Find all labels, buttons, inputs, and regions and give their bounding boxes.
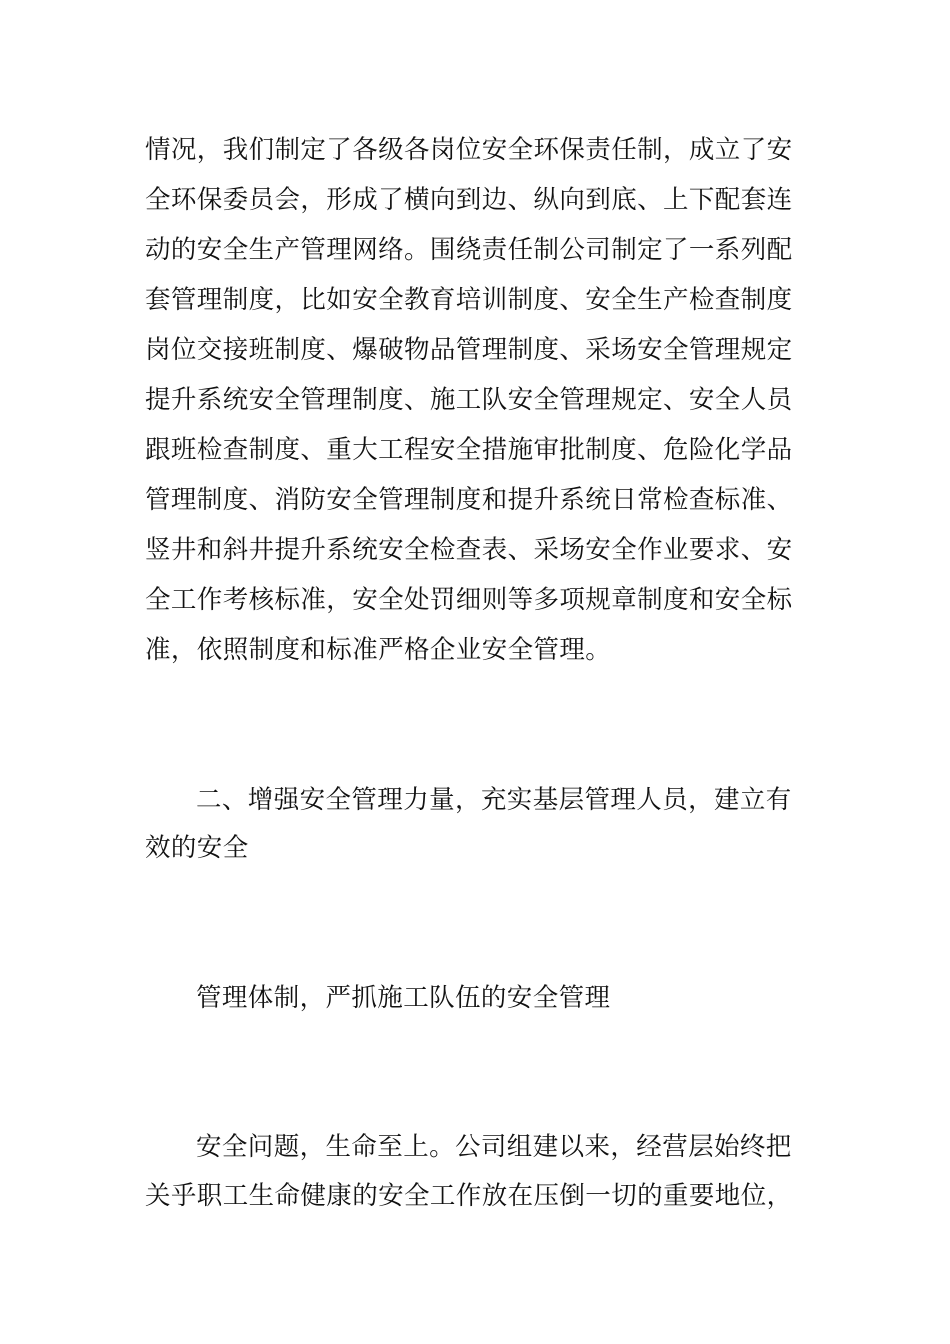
paragraph-line: 关乎职工生命健康的安全工作放在压倒一切的重要地位， xyxy=(145,1181,793,1211)
paragraph-line: 准，依照制度和标准严格企业安全管理。 xyxy=(145,635,612,665)
paragraph-line: 动的安全生产管理网络。围绕责任制公司制定了一系列配 xyxy=(145,235,793,265)
paragraph-line: 竖井和斜井提升系统安全检查表、采场安全作业要求、安 xyxy=(145,535,793,565)
paragraph-line: 安全问题，生命至上。公司组建以来，经营层始终把 xyxy=(196,1132,792,1162)
paragraph-line: 套管理制度，比如安全教育培训制度、安全生产检查制度 xyxy=(145,285,793,315)
section-heading-line: 二、增强安全管理力量，充实基层管理人员，建立有 xyxy=(196,785,792,815)
paragraph-line: 提升系统安全管理制度、施工队安全管理规定、安全人员 xyxy=(145,385,793,415)
section-heading-line: 效的安全 xyxy=(145,833,249,863)
paragraph-line: 岗位交接班制度、爆破物品管理制度、采场安全管理规定 xyxy=(145,335,793,365)
section-heading-continuation: 管理体制，严抓施工队伍的安全管理 xyxy=(196,983,611,1013)
paragraph-line: 全环保委员会，形成了横向到边、纵向到底、上下配套连 xyxy=(145,185,793,215)
paragraph-line: 管理制度、消防安全管理制度和提升系统日常检查标准、 xyxy=(145,485,793,515)
paragraph-line: 情况，我们制定了各级各岗位安全环保责任制，成立了安 xyxy=(145,135,793,165)
paragraph-line: 全工作考核标准，安全处罚细则等多项规章制度和安全标 xyxy=(145,585,793,615)
paragraph-line: 跟班检查制度、重大工程安全措施审批制度、危险化学品 xyxy=(145,435,793,465)
